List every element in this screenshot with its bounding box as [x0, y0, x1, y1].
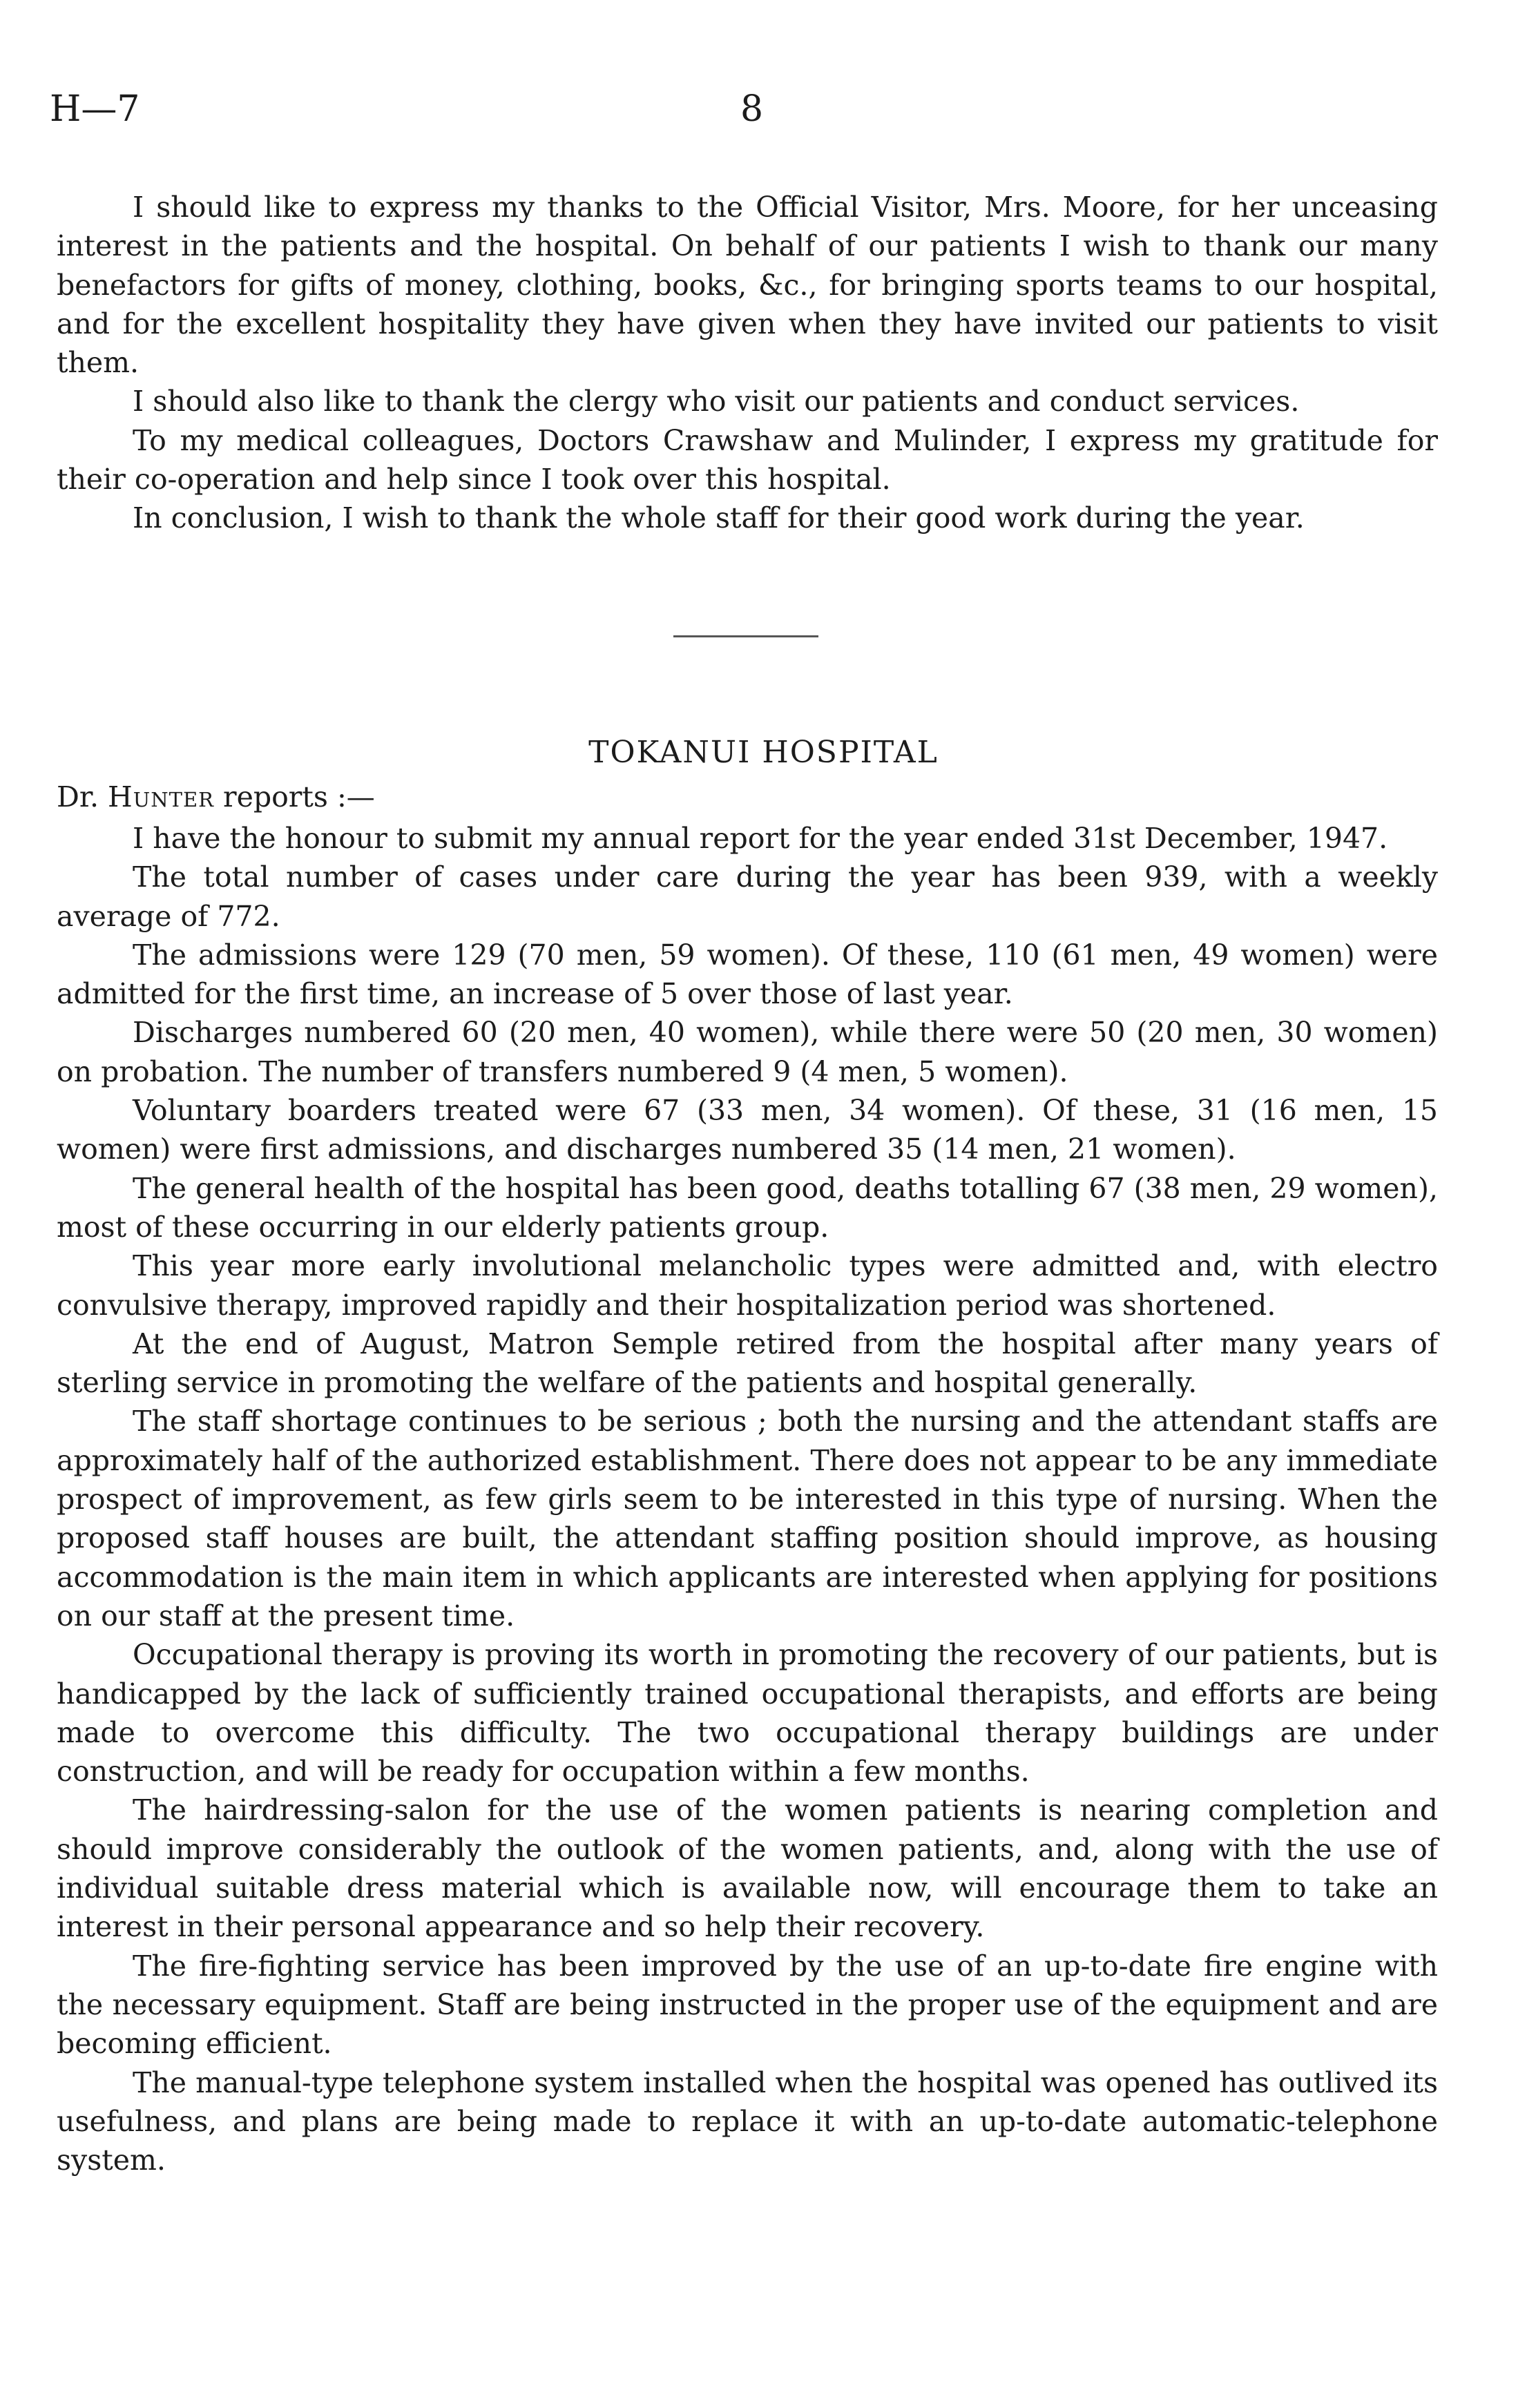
paragraph: Occupational therapy is proving its worth in promoting the recovery of our patients, but is handicapped by the lack of sufficiently trained occupational therapists, and efforts are being made to overcome this difficulty. The two occupational therapy buildings are under construction, and will be ready for occupation within a few months.: [57, 1638, 1438, 1789]
section-divider: [673, 635, 818, 637]
paragraph: I should like to express my thanks to the Official Visitor, Mrs. Moore, for her unceasing interest in the patients and the hospital. On behalf of our patients I wish to thank our many benefactors for gifts of money, clothing, books, &c., for bringing sports teams to our hospital, and for the excellent hospitality they have given when they have invited our patients to visit them.: [57, 191, 1438, 380]
paragraph: The general health of the hospital has been good, deaths totalling 67 (38 men, 29 women), most of these occurring in our elderly patients group.: [57, 1171, 1438, 1244]
paragraph: This year more early involutional melancholic types were admitted and, with electro convulsive therapy, improved rapidly and their hospitalization period was shortened.: [57, 1249, 1438, 1322]
intro-text-block: [57, 188, 1438, 538]
paragraph: I have the honour to submit my annual report for the year ended 31st December, 1947.: [133, 822, 1388, 855]
page-number: 8: [740, 88, 764, 130]
paragraph: Discharges numbered 60 (20 men, 40 women), while there were 50 (20 men, 30 women) on probation. The number of transfers numbered 9 (4 men, 5 women).: [57, 1016, 1438, 1088]
page-code: H—7: [50, 88, 140, 130]
paragraph: The manual-type telephone system installed when the hospital was opened has outlived its usefulness, and plans are being made to replace it with an up-to-date automatic-telephone system.: [57, 2065, 1438, 2177]
paragraph: I should also like to thank the clergy who visit our patients and conduct services.: [133, 385, 1300, 418]
paragraph: The hairdressing-salon for the use of the women patients is nearing completion and should improve considerably the outlook of the women patients, and, along with the use of individual suitable dress material which is available now, will encourage them to take an interest in their personal appearance and so help their recovery.: [57, 1793, 1438, 1944]
reporter-suffix: reports :—: [223, 780, 375, 813]
paragraph: In conclusion, I wish to thank the whole staff for their good work during the year.: [133, 501, 1305, 535]
paragraph: The fire-fighting service has been improved by the use of an up-to-date fire engine with the necessary equipment. Staff are being instructed in the proper use of the equipment and are becoming efficient.: [57, 1949, 1438, 2061]
paragraph: At the end of August, Matron Semple retired from the hospital after many years of sterling service in promoting the welfare of the patients and hospital generally.: [57, 1327, 1438, 1400]
reporter-prefix: Dr.: [57, 780, 99, 813]
paragraph: The staff shortage continues to be serious ; both the nursing and the attendant staffs are approximately half of the authorized establishment. There does not appear to be any immediate prospect of improvement, as few girls seem to be interested in this type of nursing. When the proposed staff houses are built, the attendant staffing position should improve, as housing accommodation is the main item in which applicants are interested when applying for positions on our staff at the present time.: [57, 1405, 1438, 1632]
paragraph: The admissions were 129 (70 men, 59 women). Of these, 110 (61 men, 49 women) were admitted for the first time, an increase of 5 over those of last year.: [57, 938, 1438, 1011]
section-title: TOKANUI HOSPITAL: [588, 735, 939, 770]
reporter-name: Hunter: [108, 780, 214, 813]
page-header: [50, 88, 1472, 144]
paragraph: To my medical colleagues, Doctors Crawshaw and Mulinder, I express my gratitude for their co-operation and help since I took over this hospital.: [57, 423, 1438, 497]
tokanui-text-block: [57, 819, 1438, 2179]
paragraph: Voluntary boarders treated were 67 (33 men, 34 women). Of these, 31 (16 men, 15 women) were first admissions, and discharges numbered 35 (14 men, 21 women).: [57, 1094, 1438, 1166]
reporter-line: [57, 778, 375, 816]
paragraph: The total number of cases under care during the year has been 939, with a weekly average of 772.: [57, 860, 1438, 933]
